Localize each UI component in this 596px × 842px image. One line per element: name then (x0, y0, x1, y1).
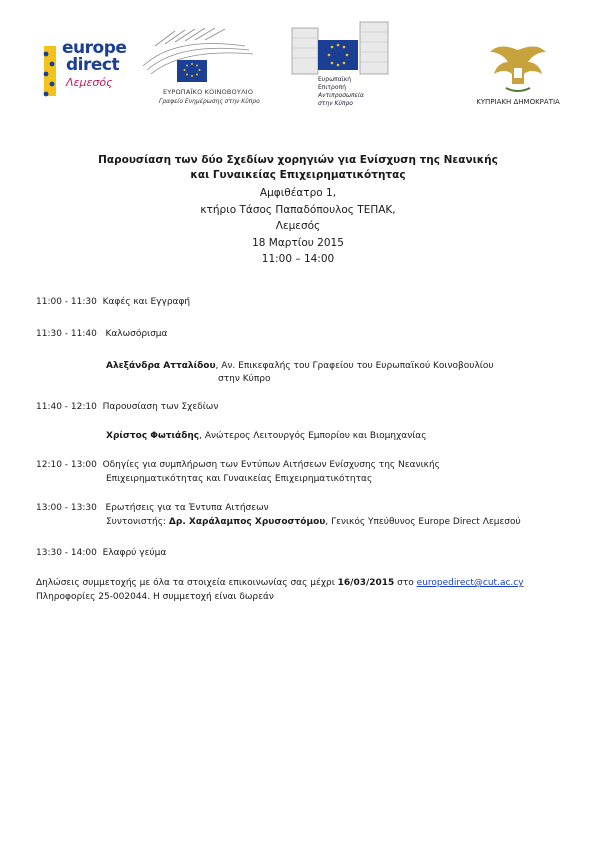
agenda-time: 11:00 - 11:30 (36, 297, 97, 307)
commission-caption-line3: Αντιπροσωπεία (318, 92, 364, 99)
speaker-role: , Ανώτερος Λειτουργός Εμπορίου και Βιομηχανίας (199, 431, 427, 441)
title-line1: Παρουσίαση των δύο Σχεδίων χορηγιών για Ενίσχυση της Νεανικής (98, 154, 498, 166)
agenda-item (36, 547, 166, 560)
commission-caption-line1: Ευρωπαϊκή (318, 76, 352, 83)
registration-deadline: 16/03/2015 (337, 578, 395, 588)
cyprus-caption: ΚΥΠΡΙΑΚΗ ΔΗΜΟΚΡΑΤΙΑ (476, 98, 560, 106)
venue-line2: κτήριο Τάσος Παπαδόπουλος ΤΕΠΑΚ, (200, 203, 396, 216)
europe-direct-line2: direct (66, 55, 120, 75)
agenda-text: Ελαφρύ γεύμα (102, 548, 167, 558)
agenda-time: 13:30 - 14:00 (36, 548, 97, 558)
agenda-text: Παρουσίαση των Σχεδίων (102, 402, 219, 412)
agenda-item (36, 296, 190, 309)
speaker-line (106, 360, 494, 373)
europe-direct-city: Λεμεσός (66, 76, 113, 89)
email-link[interactable]: europedirect@cut.ac.cy (416, 578, 524, 588)
agenda-text: Καλωσόρισμα (105, 329, 168, 339)
commission-caption (318, 76, 364, 108)
speaker-name: Αλεξάνδρα Ατταλίδου (106, 361, 216, 371)
speaker-role-cont: στην Κύπρο (218, 374, 271, 384)
cyprus-republic-logo (468, 38, 568, 108)
commission-caption-line2: Επιτροπή (318, 84, 346, 91)
agenda-item (36, 459, 440, 472)
registration-text-to: στο (394, 578, 417, 588)
european-parliament-logo (135, 26, 265, 116)
agenda-text: Οδηγίες για συμπλήρωση των Εντύπων Αιτήσεων Ενίσχυσης της Νεανικής (102, 460, 440, 470)
moderator-name: Δρ. Χαράλαμπος Χρυσοστόμου (168, 517, 326, 527)
agenda-time: 11:30 - 11:40 (36, 329, 97, 339)
registration-note (36, 577, 524, 604)
speaker-role: , Αν. Επικεφαλής του Γραφείου του Ευρωπαϊκού Κοινοβουλίου (215, 361, 494, 371)
speaker-line (106, 430, 427, 443)
event-date: 18 Μαρτίου 2015 (252, 236, 344, 249)
europe-direct-logo (40, 38, 127, 113)
agenda-item (36, 328, 167, 341)
agenda-item (36, 401, 218, 414)
agenda-text: Καφές και Εγγραφή (102, 297, 191, 307)
document-title (0, 153, 596, 183)
moderator-prefix: Συντονιστής: (106, 517, 169, 527)
parliament-office-caption: Γραφείο Ενημέρωσης στην Κύπρο (159, 98, 260, 105)
commission-building-icon (290, 18, 390, 76)
event-time: 11:00 – 14:00 (261, 253, 335, 265)
parliament-caption: ΕΥΡΩΠΑΪΚΟ ΚΟΙΝΟΒΟΥΛΙΟ (163, 88, 254, 96)
eu-stars-icon (40, 42, 62, 102)
cyprus-coat-of-arms-icon (468, 38, 568, 96)
moderator-role: , Γενικός Υπεύθυνος Europe Direct Λεμεσού (325, 517, 521, 527)
registration-line1 (36, 577, 524, 591)
commission-caption-line4: στην Κύπρο (318, 100, 353, 107)
agenda-time: 11:40 - 12:10 (36, 402, 97, 412)
logo-row (0, 18, 596, 113)
title-line2: και Γυναικείας Επιχειρηματικότητας (190, 169, 406, 181)
agenda-time: 12:10 - 13:00 (36, 460, 97, 470)
agenda-item (36, 502, 269, 515)
europe-direct-line1: europe (62, 38, 127, 58)
agenda-text-cont: Επιχειρηματικότητας και Γυναικείας Επιχειρηματικότητας (106, 474, 373, 484)
parliament-building-icon (135, 26, 265, 88)
moderator-line (106, 516, 521, 529)
venue-city: Λεμεσός (275, 220, 321, 232)
venue-line1: Αμφιθέατρο 1, (259, 187, 337, 199)
venue-block (0, 185, 596, 268)
agenda-text: Ερωτήσεις για τα Έντυπα Αιτήσεων (105, 503, 269, 513)
agenda-time: 13:00 - 13:30 (36, 503, 97, 513)
registration-text: Δηλώσεις συμμετοχής με όλα τα στοιχεία επικοινωνίας σας μέχρι (36, 578, 338, 588)
speaker-name: Χρίστος Φωτιάδης (106, 431, 200, 441)
registration-info: Πληροφορίες 25-002044. Η συμμετοχή είναι δωρεάν (36, 591, 274, 602)
european-commission-logo (290, 18, 390, 123)
